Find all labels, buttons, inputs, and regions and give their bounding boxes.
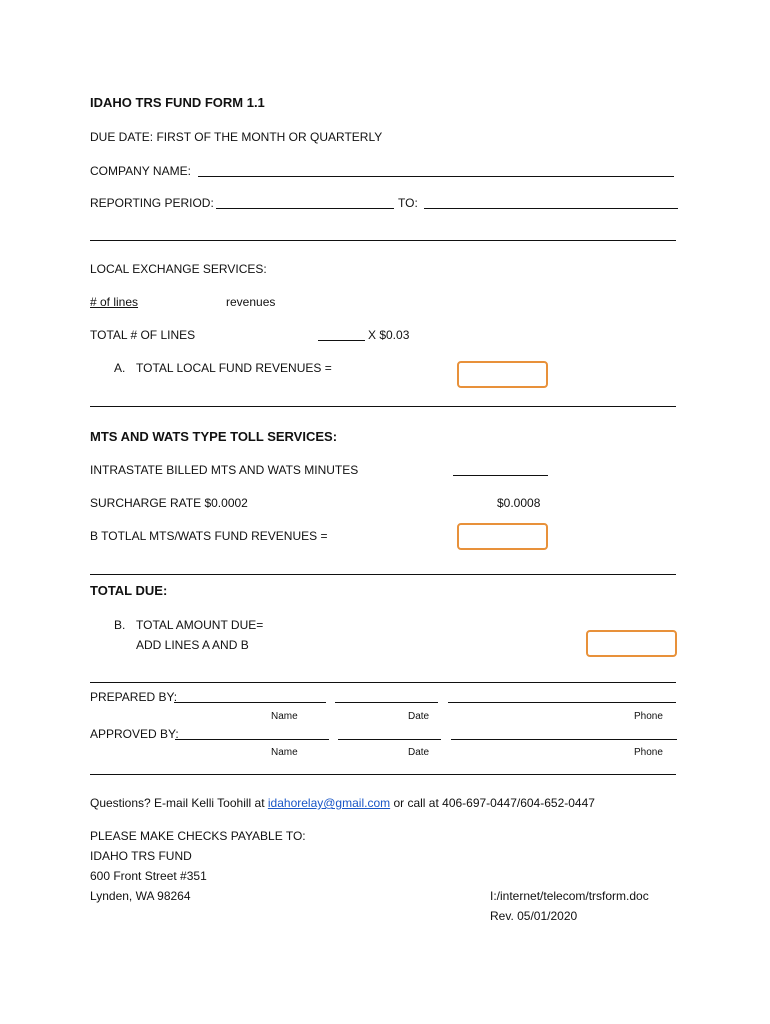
payable-street: 600 Front Street #351: [90, 869, 207, 883]
total-letter: B.: [114, 618, 126, 632]
approved-phone-field[interactable]: [451, 739, 677, 740]
section-divider: [90, 682, 676, 683]
approved-phone-caption: Phone: [634, 747, 663, 758]
reporting-period-from-field[interactable]: [216, 208, 394, 209]
reporting-period-to-label: TO:: [398, 196, 418, 210]
reporting-period-to-field[interactable]: [424, 208, 678, 209]
total-due-heading: TOTAL DUE:: [90, 583, 168, 598]
line-a-letter: A.: [114, 361, 126, 375]
line-a-label: TOTAL LOCAL FUND REVENUES =: [136, 361, 332, 375]
prepared-phone-field[interactable]: [448, 702, 676, 703]
total-lines-label: TOTAL # OF LINES: [90, 328, 196, 342]
surcharge-rate-label: SURCHARGE RATE $0.0002: [90, 496, 248, 510]
mts-fund-revenues-box[interactable]: [457, 523, 548, 550]
surcharge-rate-value: $0.0008: [497, 496, 541, 510]
contact-prefix: Questions? E-mail Kelli Toohill at: [90, 796, 265, 810]
local-fund-revenues-box[interactable]: [457, 361, 548, 388]
total-amount-label: TOTAL AMOUNT DUE=: [136, 618, 264, 632]
section-divider: [90, 774, 676, 775]
reporting-period-label: REPORTING PERIOD:: [90, 196, 214, 210]
section-divider: [90, 574, 676, 575]
prepared-date-field[interactable]: [335, 702, 438, 703]
prepared-name-field[interactable]: [174, 702, 326, 703]
total-lines-field[interactable]: [318, 340, 365, 341]
approved-by-label: APPROVED BY:: [90, 727, 179, 741]
line-b-label: B TOTLAL MTS/WATS FUND REVENUES =: [90, 529, 328, 543]
section-divider: [90, 406, 676, 407]
mts-minutes-field[interactable]: [453, 475, 548, 476]
prepared-name-caption: Name: [271, 711, 298, 722]
lines-rate: X $0.03: [368, 328, 410, 342]
revision-date: Rev. 05/01/2020: [490, 909, 578, 923]
approved-date-caption: Date: [408, 747, 430, 758]
due-date-text: DUE DATE: FIRST OF THE MONTH OR QUARTERLY: [90, 130, 383, 144]
contact-suffix: or call at 406-697-0447/604-652-0447: [393, 796, 595, 810]
total-amount-box[interactable]: [586, 630, 677, 657]
form-title: IDAHO TRS FUND FORM 1.1: [90, 95, 265, 110]
contact-email-link[interactable]: idahorelay@gmail.com: [267, 796, 391, 810]
revenues-column-label: revenues: [226, 295, 276, 309]
total-amount-sub: ADD LINES A AND B: [136, 638, 249, 652]
payable-name: IDAHO TRS FUND: [90, 849, 192, 863]
company-name-field[interactable]: [198, 176, 674, 177]
lines-column-label: # of lines: [90, 295, 139, 309]
approved-name-field[interactable]: [175, 739, 329, 740]
approved-date-field[interactable]: [338, 739, 441, 740]
payable-city: Lynden, WA 98264: [90, 889, 191, 903]
company-name-label: COMPANY NAME:: [90, 164, 191, 178]
approved-name-caption: Name: [271, 747, 298, 758]
prepared-phone-caption: Phone: [634, 711, 663, 722]
local-heading: LOCAL EXCHANGE SERVICES:: [90, 262, 267, 276]
section-divider: [90, 240, 676, 241]
prepared-date-caption: Date: [408, 711, 430, 722]
mts-minutes-label: INTRASTATE BILLED MTS AND WATS MINUTES: [90, 463, 359, 477]
file-path: I:/internet/telecom/trsform.doc: [490, 889, 649, 903]
payable-heading: PLEASE MAKE CHECKS PAYABLE TO:: [90, 829, 306, 843]
mts-heading: MTS AND WATS TYPE TOLL SERVICES:: [90, 429, 338, 444]
contact-line: [90, 796, 595, 810]
prepared-by-label: PREPARED BY:: [90, 690, 178, 704]
